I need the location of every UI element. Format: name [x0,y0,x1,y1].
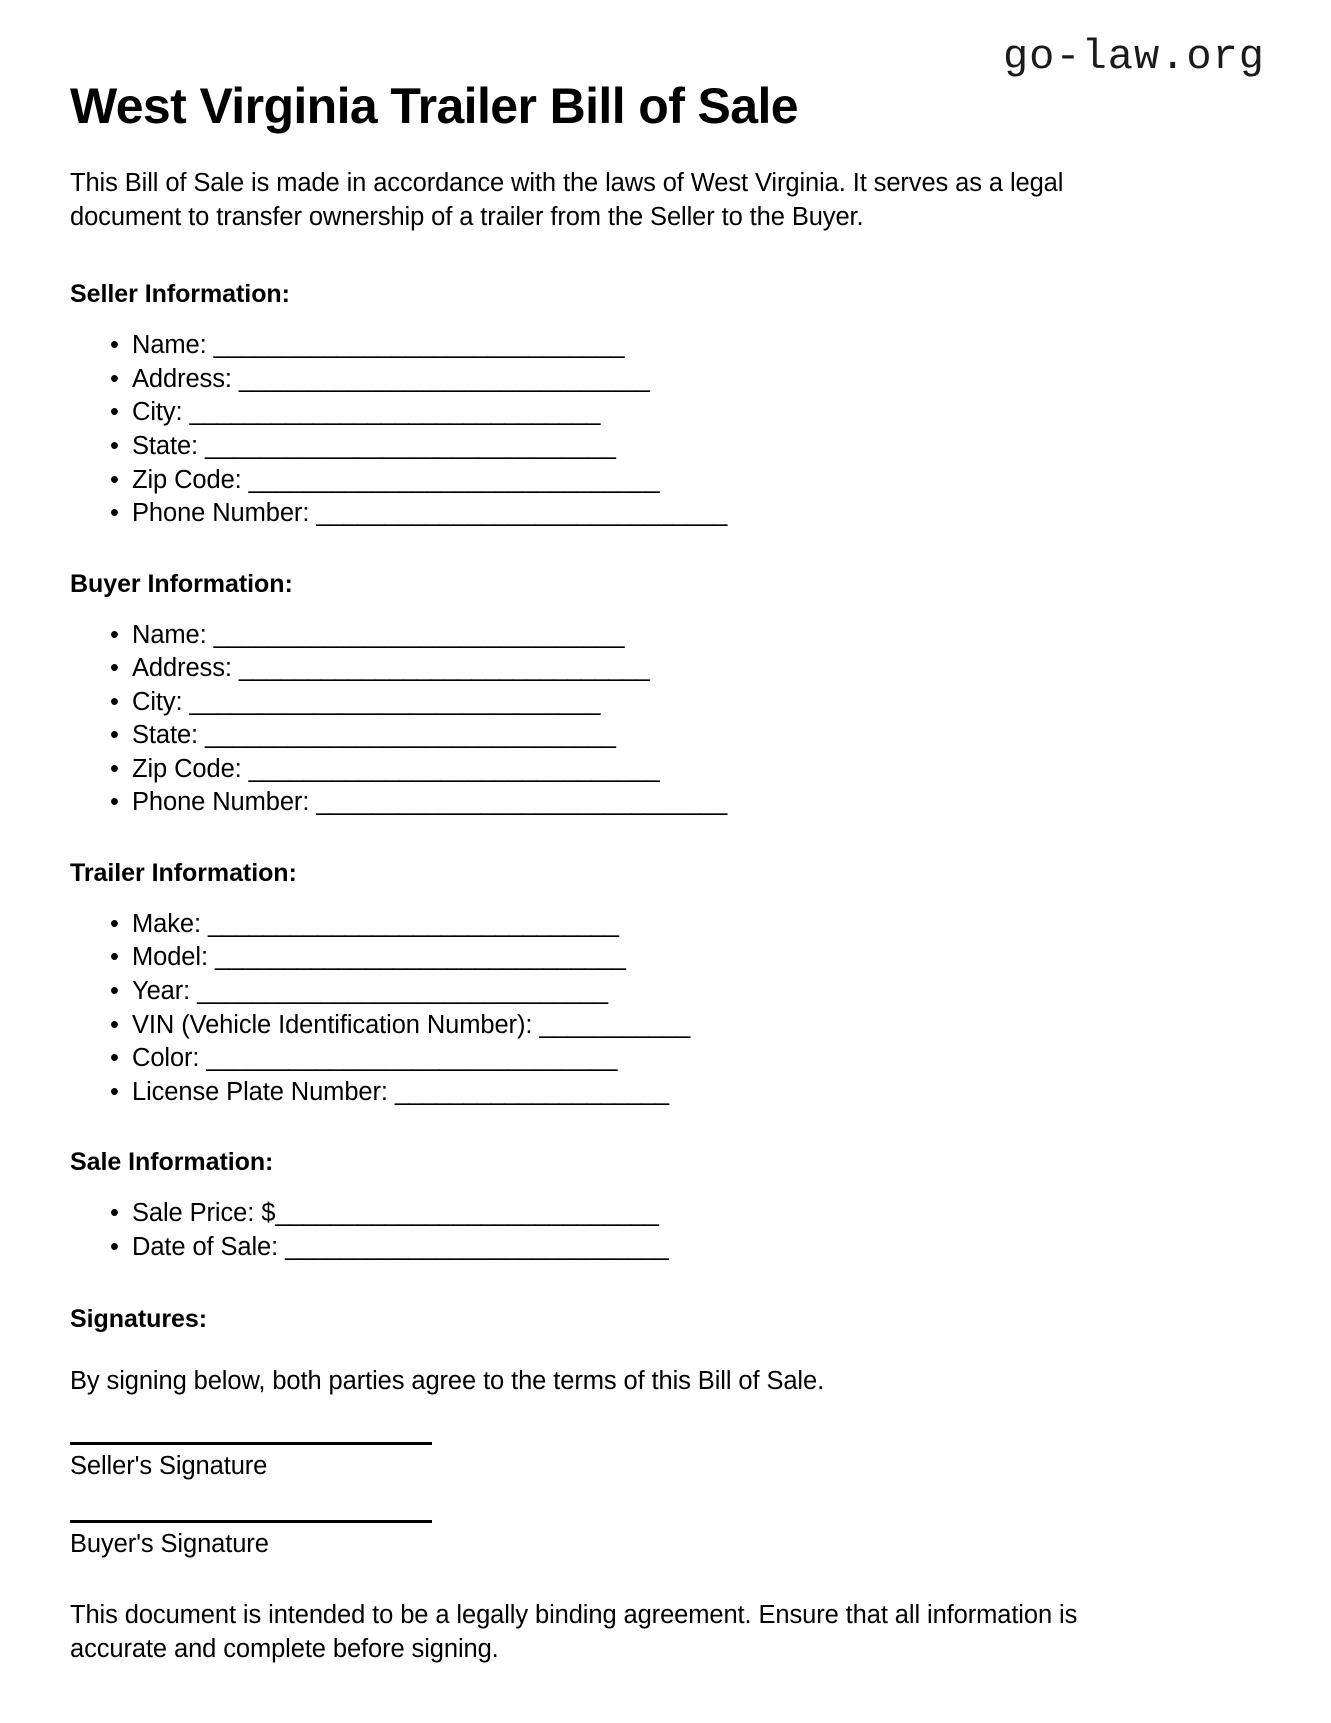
field-trailer-year [70,977,1261,1006]
field-label: Address: [132,654,232,683]
field-label: City: [132,687,183,716]
buyer-field-list [70,621,1261,817]
field-trailer-make [70,910,1261,939]
field-label: State: [132,721,199,750]
field-sale-price [70,1199,1261,1228]
fill-in-blank[interactable]: ______________________________ [316,788,727,817]
fill-in-blank[interactable]: ______________________________ [214,943,626,972]
field-label: Color: [132,1044,200,1073]
seller-information-heading: Seller Information: [70,280,290,309]
field-seller-address [70,365,1261,394]
field-label: Model: [132,943,208,972]
field-label: Year: [132,976,191,1005]
signatures-heading: Signatures: [70,1305,207,1334]
field-label: Phone Number: [132,499,310,528]
buyer-information-heading: Buyer Information: [70,569,293,598]
fill-in-blank[interactable]: ____________________________ [275,1199,659,1228]
fill-in-blank[interactable]: ______________________________ [248,465,660,494]
fill-in-blank[interactable]: ______________________________ [238,654,650,683]
fill-in-blank[interactable]: ____________________ [394,1077,669,1106]
field-label: Zip Code: [132,754,242,783]
fill-in-blank[interactable]: ______________________________ [207,909,619,938]
field-label: Name: [132,331,207,360]
field-trailer-model [70,943,1261,972]
field-label: Phone Number: [132,788,310,817]
buyer-signature-line[interactable] [70,1520,432,1523]
seller-signature-block [70,1442,1261,1482]
sale-information-heading: Sale Information: [70,1148,274,1177]
closing-paragraph: This document is intended to be a legally binding agreement. Ensure that all information is accurate and complete before signing. [70,1600,1078,1663]
field-buyer-city [70,688,1261,717]
field-buyer-address [70,654,1261,683]
fill-in-blank[interactable]: ______________________________ [248,754,660,783]
field-buyer-name [70,621,1261,650]
fill-in-blank[interactable]: ___________ [539,1010,690,1039]
field-seller-state [70,432,1261,461]
fill-in-blank[interactable]: ______________________________ [238,364,650,393]
page-title: West Virginia Trailer Bill of Sale [70,78,799,134]
field-seller-zip-code [70,466,1261,495]
fill-in-blank[interactable]: ______________________________ [213,620,625,649]
field-date-of-sale [70,1233,1261,1262]
field-label: State: [132,431,199,460]
field-buyer-phone-number [70,788,1261,817]
seller-field-list [70,331,1261,527]
field-buyer-zip-code [70,755,1261,784]
trailer-information-heading: Trailer Information: [70,858,297,887]
field-label: License Plate Number: [132,1077,388,1106]
field-buyer-state [70,721,1261,750]
field-label: Sale Price: $ [132,1199,276,1228]
seller-signature-caption: Seller's Signature [70,1452,268,1481]
buyer-signature-block [70,1520,1261,1560]
field-trailer-vin [70,1011,1261,1040]
fill-in-blank[interactable]: ______________________________ [213,331,625,360]
field-label: Zip Code: [132,465,242,494]
field-trailer-color [70,1044,1261,1073]
fill-in-blank[interactable]: ______________________________ [197,976,608,1005]
field-label: Date of Sale: [132,1232,279,1261]
fill-in-blank[interactable]: ______________________________ [189,687,600,716]
site-watermark: go-law.org [1002,33,1265,81]
buyer-signature-caption: Buyer's Signature [70,1530,269,1558]
fill-in-blank[interactable]: ____________________________ [285,1232,669,1261]
field-label: Name: [132,620,207,649]
fill-in-blank[interactable]: ______________________________ [205,721,616,750]
fill-in-blank[interactable]: ______________________________ [206,1044,617,1073]
trailer-field-list [70,910,1261,1106]
field-seller-city [70,398,1261,427]
field-label: City: [132,398,183,427]
intro-paragraph: This Bill of Sale is made in accordance with the laws of West Virginia. It serves as a legal document to transfer ownership of a trailer from the Seller to the Buyer. [70,169,1064,232]
field-label: VIN (Vehicle Identification Number): [132,1010,533,1039]
seller-signature-line[interactable] [70,1442,432,1445]
field-label: Make: [132,909,201,938]
fill-in-blank[interactable]: ______________________________ [316,499,727,528]
field-seller-name [70,331,1261,360]
field-trailer-license-plate-number [70,1078,1261,1107]
field-label: Address: [132,364,232,393]
signatures-intro-paragraph: By signing below, both parties agree to the terms of this Bill of Sale. [70,1367,825,1396]
fill-in-blank[interactable]: ______________________________ [205,431,616,460]
field-seller-phone-number [70,499,1261,528]
sale-field-list [70,1199,1261,1261]
fill-in-blank[interactable]: ______________________________ [189,398,600,427]
